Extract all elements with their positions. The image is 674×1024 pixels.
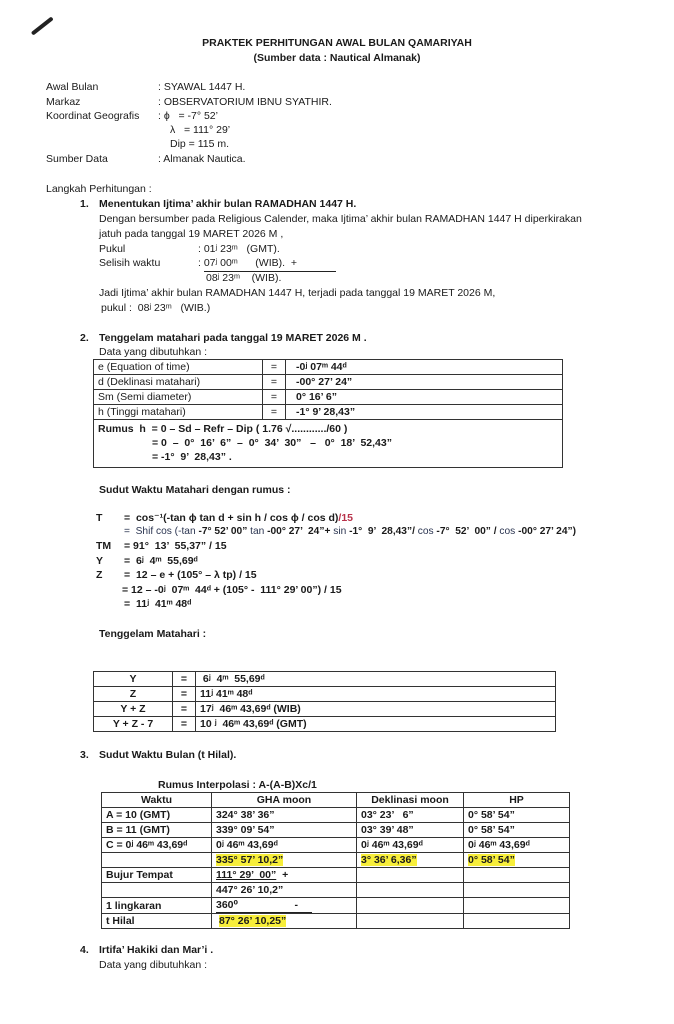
pukul-label: Pukul xyxy=(99,243,126,255)
cos-text: cos xyxy=(499,526,516,537)
awal-bulan-value: : SYAWAL 1447 H. xyxy=(158,81,246,93)
step-4-data-label: Data yang dibutuhkan : xyxy=(99,959,207,971)
T-substitution xyxy=(124,526,576,537)
table-cell: 0° 58’ 54” xyxy=(464,823,570,838)
selisih-waktu-value: : 07ʲ 00ᵐ (WIB). + xyxy=(198,257,298,269)
markaz-value: : OBSERVATORIUM IBNU SYATHIR. xyxy=(158,96,332,108)
interpolation-formula-title: Rumus Interpolasi : A-(A-B)Xc/1 xyxy=(158,779,317,791)
step-1-text-line1: Dengan bersumber pada Religious Calender, maka Ijtima’ akhir bulan RAMADHAN 1447 H diperkirakan xyxy=(99,213,582,225)
TM-value: = 91° 13’ 55,37” / 15 xyxy=(124,540,227,552)
step-3-number: 3. xyxy=(80,749,89,761)
koordinat-label: Koordinat Geografis xyxy=(46,110,140,122)
step-1-title: Menentukan Ijtima’ akhir bulan RAMADHAN 1447 H. xyxy=(99,198,357,210)
table-row xyxy=(94,405,563,420)
gha-interpolated-highlight: 335° 57’ 10,2” xyxy=(216,854,284,866)
longitude-value: λ = 111° 29’ xyxy=(170,124,231,136)
header-hp: HP xyxy=(464,793,570,808)
step-1-text-line2: jatuh pada tanggal 19 MARET 2026 M , xyxy=(99,228,284,240)
table-cell-value: 17ʲ 46ᵐ 43,69ᵈ (WIB) xyxy=(196,702,556,717)
table-row xyxy=(102,898,570,914)
T-label: T xyxy=(96,512,103,524)
ijtima-result-value: 08ʲ 23ᵐ (WIB). xyxy=(206,272,282,284)
step-4-number: 4. xyxy=(80,944,89,956)
table-row xyxy=(102,823,570,838)
table-cell: 324° 38’ 36” xyxy=(212,808,357,823)
table-row xyxy=(94,717,556,732)
table-row xyxy=(94,360,563,375)
table-cell-eq: = xyxy=(263,405,286,420)
step-4-title: Irtifa’ Hakiki dan Mar’i . xyxy=(99,944,214,956)
table-header-row xyxy=(102,793,570,808)
table-cell: 0° 58’ 54” xyxy=(464,808,570,823)
step-1-number: 1. xyxy=(80,198,89,210)
table-row xyxy=(102,838,570,853)
table-cell xyxy=(464,898,570,914)
table-cell: 0ʲ 46ᵐ 43,69ᵈ xyxy=(212,838,357,853)
table-row xyxy=(94,687,556,702)
header-waktu: Waktu xyxy=(102,793,212,808)
TM-label: TM xyxy=(96,540,112,552)
sun-data-table xyxy=(93,359,563,468)
shif-cos-text: = Shif cos (-tan xyxy=(124,526,196,537)
table-cell: 447° 26’ 10,2” xyxy=(212,883,357,898)
hp-interpolated-highlight: 0° 58’ 54” xyxy=(468,854,515,866)
T-sub-part: -7° 52’ 00” xyxy=(195,526,251,537)
T-sub-part: -00° 27’ 24”+ xyxy=(264,526,334,537)
table-cell xyxy=(102,853,212,868)
bujur-tempat-value: 111° 29’ 00” xyxy=(216,869,277,881)
table-cell xyxy=(464,868,570,883)
sumber-data-value: : Almanak Nautica. xyxy=(158,153,246,165)
table-cell-value: -00° 27’ 24” xyxy=(286,375,563,390)
selisih-waktu-label: Selisih waktu xyxy=(99,257,161,269)
table-cell-eq: = xyxy=(263,375,286,390)
table-cell xyxy=(357,868,464,883)
page-subtitle: (Sumber data : Nautical Almanak) xyxy=(253,52,421,64)
pen-mark-icon xyxy=(31,16,54,35)
Z-substitution: = 12 – -0ʲ 07ᵐ 44ᵈ + (105° - 111° 29’ 00”) / 15 xyxy=(122,584,342,596)
latitude-value: : ϕ = -7° 52’ xyxy=(158,110,218,122)
table-cell-value: 10 ʲ 46ᵐ 43,69ᵈ (GMT) xyxy=(196,717,556,732)
table-cell-label: Y + Z - 7 xyxy=(94,717,173,732)
table-cell-eq: = xyxy=(263,390,286,405)
sudut-waktu-heading: Sudut Waktu Matahari dengan rumus : xyxy=(99,484,291,496)
T-sub-part: -7° 52’ 00” / xyxy=(433,526,500,537)
table-cell xyxy=(102,883,212,898)
table-cell-label: Z xyxy=(94,687,173,702)
step-2-number: 2. xyxy=(80,332,89,344)
T-formula-divisor: /15 xyxy=(338,512,354,524)
table-cell xyxy=(357,914,464,929)
table-row-interpolated xyxy=(102,853,570,868)
table-cell: 03° 39’ 48” xyxy=(357,823,464,838)
Z-formula: = 12 – e + (105° – λ tp) / 15 xyxy=(124,569,257,581)
table-cell: 0ʲ 46ᵐ 43,69ᵈ xyxy=(464,838,570,853)
table-row xyxy=(94,702,556,717)
table-cell-label: d (Deklinasi matahari) xyxy=(94,375,263,390)
table-cell-eq: = xyxy=(173,687,196,702)
table-cell-eq: = xyxy=(263,360,286,375)
table-row xyxy=(102,808,570,823)
moon-data-table xyxy=(101,792,570,929)
sin-text: sin xyxy=(333,526,347,537)
table-cell-label: Y xyxy=(94,672,173,687)
table-cell-eq: = xyxy=(173,717,196,732)
table-cell xyxy=(464,914,570,929)
table-cell-value: 11ʲ 41ᵐ 48ᵈ xyxy=(196,687,556,702)
Z-label: Z xyxy=(96,569,103,581)
step-2-data-label: Data yang dibutuhkan : xyxy=(99,346,207,358)
table-cell-label: Sm (Semi diameter) xyxy=(94,390,263,405)
page-title: PRAKTEK PERHITUNGAN AWAL BULAN QAMARIYAH xyxy=(202,37,472,49)
step-1-conclusion-line1: Jadi Ijtima’ akhir bulan RAMADHAN 1447 H, terjadi pada tanggal 19 MARET 2026 M, xyxy=(99,287,496,299)
table-row xyxy=(102,868,570,883)
table-cell-value: 0° 16’ 6” xyxy=(286,390,563,405)
sunset-heading: Tenggelam Matahari : xyxy=(99,628,207,640)
minus-sign: - xyxy=(294,899,298,911)
t-hilal-highlight: 87° 26’ 10,25” xyxy=(219,915,287,927)
formula-line1: Rumus h = 0 – Sd – Refr – Dip ( 1.76 √............/60 ) xyxy=(98,423,348,435)
table-cell-value: 6ʲ 4ᵐ 55,69ᵈ xyxy=(196,672,556,687)
table-cell: 0ʲ 46ᵐ 43,69ᵈ xyxy=(357,838,464,853)
table-row-formula xyxy=(94,420,563,468)
T-sub-part: -1° 9’ 28,43”/ xyxy=(346,526,418,537)
table-cell-eq: = xyxy=(173,672,196,687)
table-cell xyxy=(464,883,570,898)
table-cell: 03° 23’ 6” xyxy=(357,808,464,823)
step-2-title: Tenggelam matahari pada tanggal 19 MARET 2026 M . xyxy=(99,332,367,344)
markaz-label: Markaz xyxy=(46,96,81,108)
table-row xyxy=(94,375,563,390)
header-deklinasi-moon: Deklinasi moon xyxy=(357,793,464,808)
awal-bulan-label: Awal Bulan xyxy=(46,81,99,93)
table-cell-label: Y + Z xyxy=(94,702,173,717)
table-cell-value: -0ʲ 07ᵐ 44ᵈ xyxy=(286,360,563,375)
table-row xyxy=(94,672,556,687)
lingkaran-value: 360⁰ xyxy=(216,899,239,911)
table-row xyxy=(102,883,570,898)
formula-line2: = 0 – 0° 16’ 6” – 0° 34’ 30” – 0° 18’ 52,43” xyxy=(152,437,392,449)
dip-value: Dip = 115 m. xyxy=(170,138,230,150)
table-cell-label: h (Tinggi matahari) xyxy=(94,405,263,420)
table-cell: Bujur Tempat xyxy=(102,868,212,883)
table-row-result xyxy=(102,914,570,929)
table-cell: t Hilal xyxy=(102,914,212,929)
table-cell-label: e (Equation of time) xyxy=(94,360,263,375)
dec-interpolated-highlight: 3° 36’ 6,36” xyxy=(361,854,417,866)
table-cell xyxy=(357,883,464,898)
T-formula-main: = cos⁻¹(-tan ϕ tan d + sin h / cos ϕ / cos d) xyxy=(124,512,339,524)
header-gha-moon: GHA moon xyxy=(212,793,357,808)
T-formula xyxy=(124,512,353,524)
table-cell-eq: = xyxy=(173,702,196,717)
table-cell-value: -1° 9’ 28,43” xyxy=(286,405,563,420)
tan-text: tan xyxy=(250,526,265,537)
formula-line3: = -1° 9’ 28,43” . xyxy=(152,451,232,463)
altitude-formula-cell xyxy=(94,420,563,468)
steps-heading: Langkah Perhitungan : xyxy=(46,183,152,195)
table-cell: 339° 09’ 54” xyxy=(212,823,357,838)
table-cell xyxy=(357,898,464,914)
pukul-value: : 01ʲ 23ᵐ (GMT). xyxy=(198,243,280,255)
plus-sign: + xyxy=(282,869,289,881)
table-cell: A = 10 (GMT) xyxy=(102,808,212,823)
Y-label: Y xyxy=(96,555,104,567)
sunset-table xyxy=(93,671,556,732)
table-row xyxy=(94,390,563,405)
Y-value: = 6ʲ 4ᵐ 55,69ᵈ xyxy=(124,555,198,567)
Z-result: = 11ʲ 41ᵐ 48ᵈ xyxy=(124,598,192,610)
table-cell: B = 11 (GMT) xyxy=(102,823,212,838)
cos-text: cos xyxy=(417,526,434,537)
step-3-title: Sudut Waktu Bulan (t Hilal). xyxy=(99,749,237,761)
step-1-conclusion-line2: pukul : 08ʲ 23ᵐ (WIB.) xyxy=(101,302,211,314)
T-sub-part: -00° 27’ 24”) xyxy=(515,526,576,537)
lingkaran-value-underlined xyxy=(216,898,312,913)
sumber-data-label: Sumber Data xyxy=(46,153,108,165)
table-cell: 1 lingkaran xyxy=(102,898,212,914)
table-cell: C = 0ʲ 46ᵐ 43,69ᵈ xyxy=(102,838,212,853)
